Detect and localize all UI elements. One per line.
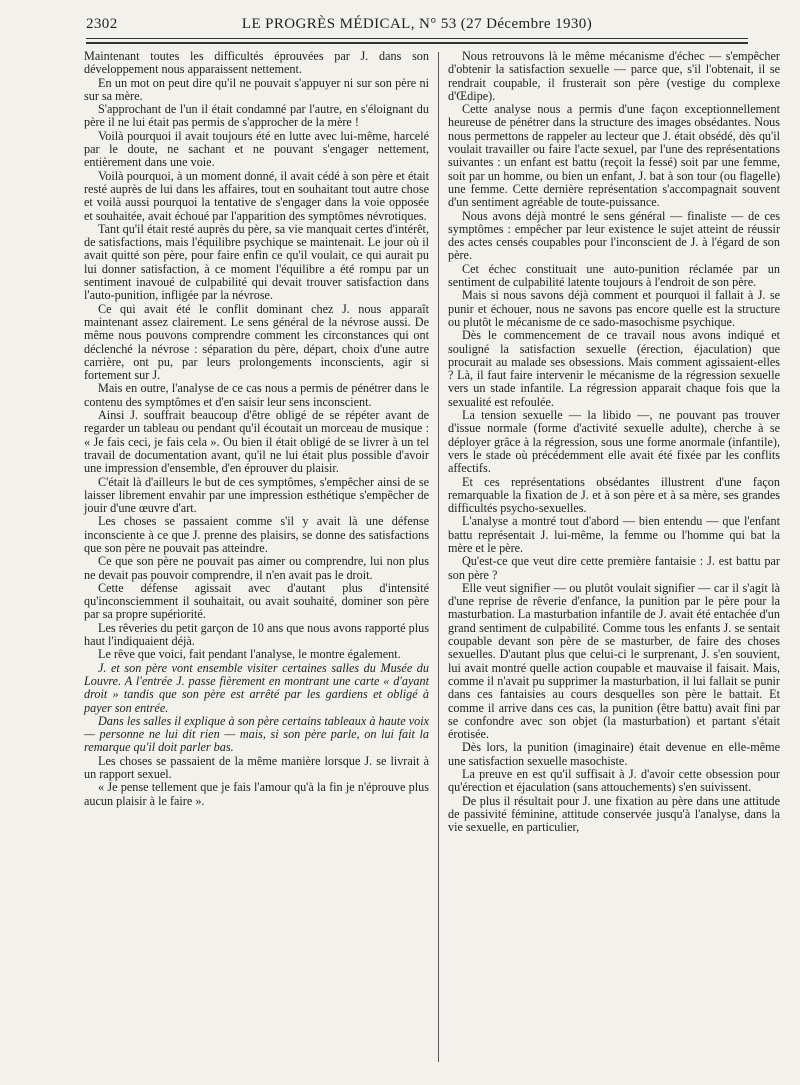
paragraph: En un mot on peut dire qu'il ne pouvait s'appuyer ni sur son père ni sur sa mère. <box>84 75 429 103</box>
paragraph: Les choses se passaient de la même manière lorsque J. se livrait à un rapport sexuel. <box>84 753 429 782</box>
right-column <box>448 50 780 835</box>
dream-paragraph: Dans les salles il explique à son père certains tableaux à haute voix — personne ne lui dit rien — mais, si son père parle, on lui fait la remarque qu'il doit parler bas. <box>84 713 429 755</box>
paragraph: Et ces représentations obsédantes illustrent d'une façon remarquable la fixation de J. et à son père et à sa mère, ses grandes difficultés psycho-sexuelles. <box>448 474 780 516</box>
paragraph: Cette défense agissait avec d'autant plus d'intensité qu'inconsciemment il souhaitait, ou avait souhaité, dominer son père par sa propre supériorité. <box>84 580 429 622</box>
paragraph: La tension sexuelle — la libido —, ne pouvant pas trouver d'issue normale (forme d'activité sexuelle adulte), cherche à se déployer grâce à la régression, sous une forme anormale (infantile), vers le stade où précédemment elle avait été fixée par les conflits affectifs. <box>448 408 780 476</box>
left-column <box>84 50 429 808</box>
paragraph: Ce que son père ne pouvait pas aimer ou comprendre, lui non plus ne devait pas pouvoir comprendre, il n'en avait pas le droit. <box>84 554 429 582</box>
paragraph: Mais en outre, l'analyse de ce cas nous a permis de pénétrer dans le contenu des symptômes et d'en saisir leur sens inconscient. <box>84 381 429 409</box>
paragraph: S'approchant de l'un il était condamné par l'autre, en s'éloignant du père il ne lui était pas permis de s'approcher de la mère ! <box>84 102 429 130</box>
paragraph: Nous retrouvons là le même mécanisme d'échec — s'empêcher d'obtenir la satisfaction sexuelle — parce que, s'il l'obtenait, il se rendrait coupable, il frusterait son père (vestige du complexe d'Œdipe). <box>448 49 780 103</box>
header-rule <box>86 38 748 39</box>
paragraph: Voilà pourquoi, à un moment donné, il avait cédé à son père et était resté auprès de lui dans les affaires, tout en souhaitant tout autre chose et voilà aussi pourquoi la tentative de s'engager dans la voie opposée et souhaitée, avait échoué par l'apparition des symptômes névrotiques. <box>84 168 429 223</box>
paragraph: La preuve en est qu'il suffisait à J. d'avoir cette obsession pour qu'érection et éjaculation (sans attouchements) s'en suivissent. <box>448 767 780 795</box>
paragraph: Cette analyse nous a permis d'une façon exceptionnellement heureuse de pénétrer dans la structure des images obsédantes. Nous nous permettons de rappeler au lecteur que J. était obsédé, dès qu'il voulait travailler ou faire l'acte sexuel, par l'une des représentations suivantes : un enfant est battu (reçoit la fessé) soit par une femme, soit par un homme, ou bien un enfant, J. bat à son tour (ou flagelle) une femme. Cette dernière représentation s'accompagnait souvent d'un sentiment agréable de toute-puissance. <box>448 102 780 210</box>
paragraph: Qu'est-ce que veut dire cette première fantaisie : J. est battu par son père ? <box>448 554 780 582</box>
paragraph: De plus il résultait pour J. une fixation au père dans une attitude de passivité féminine, attitude conservée jusqu'à l'analyse, dans la vie sexuelle, en particulier, <box>448 793 780 835</box>
paragraph: C'était là d'ailleurs le but de ces symptômes, s'empêcher ainsi de se laisser librement envahir par une impression esthétique s'empêcher de jouir d'une œuvre d'art. <box>84 474 429 516</box>
paragraph: Ce qui avait été le conflit dominant chez J. nous apparaît maintenant assez clairement. Le sens général de la névrose aussi. De même nous pouvons comprendre comment les circonstances qui ont déclenché la névrose : séparation du père, départ, choix d'une autre carrière, ont pu, par leurs prolongements inconscients, agir si fortement sur J. <box>84 301 429 383</box>
paragraph: Dès le commencement de ce travail nous avons indiqué et souligné la satisfaction sexuelle (érection, éjaculation) que procurait au malade ses obsessions. Mais comment agissaient-elles ? Là, il faut faire intervenir le mécanisme de la régression sexuelle vers un stade infantile. La régression apparait chaque fois que la sexualité est refoulée. <box>448 328 780 409</box>
paragraph: Cet échec constituait une auto-punition réclamée par un sentiment de culpabilité latente toujours à l'endroit de son père. <box>448 261 780 290</box>
quotation: « Je pense tellement que je fais l'amour qu'à la fin je n'éprouve plus aucun plaisir à le faire ». <box>84 780 429 808</box>
paragraph: Mais si nous savons déjà comment et pourquoi il fallait à J. se punir et échouer, nous ne savons pas encore quelle est la structure ou plutôt le mécanisme de ce sado-masochisme psychique. <box>448 288 780 329</box>
page-number: 2302 <box>86 16 118 32</box>
paragraph: Nous avons déjà montré le sens général — finaliste — de ces symptômes : empêcher par leur existence le sujet atteint de réussir des actes censés coupables pour l'inconscient de J. à l'égard de son père. <box>448 208 780 263</box>
dream-paragraph: J. et son père vont ensemble visiter certaines salles du Musée du Louvre. A l'entrée J. passe fièrement en montrant une carte « d'ayant droit » tandis que son père est arrêté par les gardiens et obligé à payer son entrée. <box>84 660 429 715</box>
paragraph: Ainsi J. souffrait beaucoup d'être obligé de se répéter avant de regarder un tableau ou pendant qu'il écoutait un morceau de musique : « Je fais ceci, je fais cela ». Ou bien il était obligé de se livrer à un tel travail de documentation avant, qu'il ne lui était plus possible d'avoir une impression d'ensemble, d'en éprouver du plaisir. <box>84 408 429 476</box>
paragraph: Tant qu'il était resté auprès du père, sa vie manquait certes d'intérêt, de satisfactions, mais l'équilibre psychique se maintenait. Le jour où il avait quitté son père, pour faire enfin ce qu'il voulait, ce qui aurait pu lui donner satisfaction, à ce moment l'équilibre a été rompu par un sentiment inavoué de culpabilité qui devait trouver satisfaction dans l'auto-punition, infligée par la névrose. <box>84 221 429 303</box>
paragraph: Maintenant toutes les difficultés éprouvées par J. dans son développement nous apparaissent nettement. <box>84 49 429 77</box>
paragraph: Elle veut signifier — ou plutôt voulait signifier — car il s'agit là d'une reprise de rêverie d'enfance, la punition par le père pour la masturbation. La masturbation infantile de J. avait été entachée d'un grand sentiment de culpabilité. Comme tous les enfants J. se sentait coupable devant son père de se masturber, de faire des choses sexuelles. D'autant plus que celui-ci le surprenant, J. s'en souvient, lui avait montré quelle action coupable et mauvaise il faisait. Mais, comme il n'avait pu supprimer la masturbation, il lui fallait se punir dans ces fantaisies au cours desquelles son père le battait. Et comme il arrive dans ces cas, la punition (être battu) avait fini par se confondre avec son objet (la masturbation) et partant s'était érotisée. <box>448 580 780 742</box>
paragraph: Voilà pourquoi il avait toujours été en lutte avec lui-même, harcelé par le doute, ne sachant et ne pouvant s'engager nettement, entièrement dans une voie. <box>84 128 429 170</box>
paragraph: Le rêve que voici, fait pendant l'analyse, le montre également. <box>98 647 401 662</box>
page-header <box>86 16 748 38</box>
running-title: LE PROGRÈS MÉDICAL, N° 53 (27 Décembre 1930) <box>241 16 593 32</box>
paragraph: L'analyse a montré tout d'abord — bien entendu — que l'enfant battu représentait J. lui-même, la femme ou l'homme qui bat la mère et le père. <box>448 514 780 555</box>
paragraph: Les rêveries du petit garçon de 10 ans que nous avons rapporté plus haut l'indiquaient déjà. <box>84 620 429 649</box>
column-divider <box>438 52 439 1062</box>
header-rule-thick <box>86 42 748 44</box>
paragraph: Dès lors, la punition (imaginaire) était devenue en elle-même une satisfaction sexuelle masochiste. <box>448 740 780 768</box>
paragraph: Les choses se passaient comme s'il y avait là une défense inconsciente à ce que J. prenne des plaisirs, se donne des satisfactions que son père ne pouvait pas atteindre. <box>84 514 429 555</box>
